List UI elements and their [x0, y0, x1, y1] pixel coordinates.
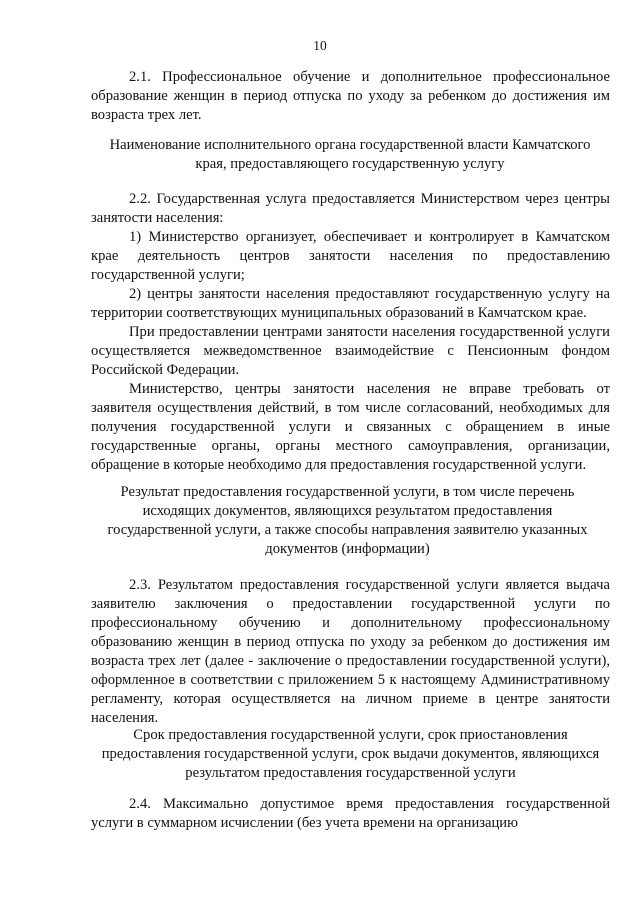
- section-heading-term: [91, 726, 610, 783]
- paragraph-2-4: [91, 795, 610, 833]
- paragraph-2-2: [91, 190, 610, 475]
- section-heading-executive-body: [105, 136, 595, 174]
- heading-text: Наименование исполнительного органа государственной власти Камчатского края, предоставляющего государственную услугу: [109, 137, 591, 172]
- paragraph-2-3: [91, 576, 610, 728]
- paragraph-interaction: При предоставлении центрами занятости населения государственной услуги осуществляется межведомственное взаимодействие с Пенсионным фондом Российской Федерации.: [91, 324, 610, 378]
- list-item-1: 1) Министерство организует, обеспечивает и контролирует в Камчатском крае деятельность центров занятости населения по предоставлению государственной услуги;: [91, 229, 610, 283]
- paragraph-intro: 2.2. Государственная услуга предоставляется Министерством через центры занятости населения:: [91, 191, 610, 226]
- paragraph-restriction: Министерство, центры занятости населения не вправе требовать от заявителя осуществления действий, в том числе согласований, необходимых для получения государственной услуги и связанных с обращением в иные государственные органы, органы местного самоуправления, организации, обращение в которые необходимо для предоставления государственной услуги.: [91, 381, 610, 473]
- paragraph-text: 2.4. Максимально допустимое время предоставления государственной услуги в суммарном исчислении (без учета времени на организацию: [91, 796, 610, 831]
- page-number: 10: [313, 38, 327, 53]
- heading-text: Срок предоставления государственной услуги, срок приостановления предоставления государственной услуги, срок выдачи документов, являющихся результатом предоставления государственной услуги: [101, 727, 600, 781]
- paragraph-text: 2.3. Результатом предоставления государственной услуги является выдача заявителю заключения о предоставлении государственной услуги по профессиональному обучению и дополнительному профессиональному образованию женщин в период отпуска по уходу за ребенком до достижения им возраста трех лет (далее - заключение о предоставлении государственной услуги), оформленное в соответствии с приложением 5 к настоящему Административному регламенту, которая осуществляется на личном приеме в центре занятости населения.: [91, 577, 610, 726]
- paragraph-2-1: [91, 68, 610, 125]
- list-item-2: 2) центры занятости населения предоставляют государственную услугу на территории соответствующих муниципальных образований в Камчатском крае.: [91, 286, 610, 321]
- paragraph-text: 2.1. Профессиональное обучение и дополнительное профессиональное образование женщин в период отпуска по уходу за ребенком до достижения им возраста трех лет.: [91, 69, 610, 123]
- heading-text: Результат предоставления государственной услуги, в том числе перечень исходящих документов, являющихся результатом предоставления государственной услуги, а также способы направления заявителю указанных документов (информации): [107, 484, 588, 557]
- section-heading-result: [100, 483, 595, 559]
